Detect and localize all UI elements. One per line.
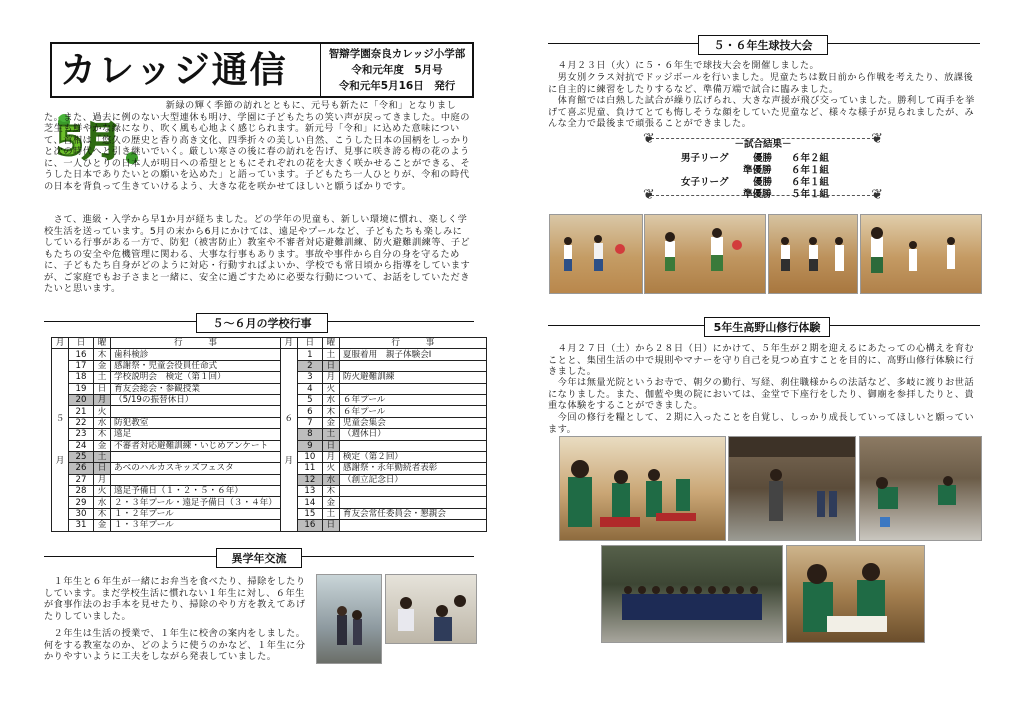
schedule-heading: ５～６月の学校行事 (196, 313, 328, 333)
schedule-row (52, 486, 487, 497)
ornament-icon: ❦ (871, 131, 883, 147)
may-event-cell: １・３年プール (111, 520, 281, 531)
photo-koyasan-group (601, 545, 783, 643)
june-day-cell: 1 (297, 349, 322, 360)
june-weekday-cell: 金 (322, 497, 339, 508)
sports-paragraph-1: ４月２３日（火）に５・６年生で球技大会を開催しました。 (548, 60, 820, 71)
may-day-cell: 20 (69, 394, 94, 405)
june-day-cell: 2 (297, 360, 322, 371)
may-day-cell: 22 (69, 417, 94, 428)
sports-paragraph-3: 体育館では白熱した試合が繰り広げられ、大きな声援が飛び交っていました。勝利して両手を挙げて喜ぶ児童、負けてとても悔しそうな顔をしていた児童など、様々な様子が見られましたが、みんな全力で最後まで頑張ることができました。 (548, 95, 975, 129)
schedule-row (52, 417, 487, 428)
june-day-cell: 4 (297, 383, 322, 394)
masthead-divider (320, 44, 321, 96)
may-event-cell: 遠足予備日（１・２・５・６年） (111, 486, 281, 497)
schedule-row (52, 406, 487, 417)
june-event-cell (339, 520, 486, 531)
schedule-table-wrap (51, 337, 487, 532)
june-event-cell: ６年プール (339, 394, 486, 405)
may-event-cell (111, 406, 281, 417)
schedule-row (52, 508, 487, 519)
col-event: 行 事 (339, 338, 486, 349)
june-event-cell: 育友会常任委員会・懇親会 (339, 508, 486, 519)
may-weekday-cell: 月 (94, 474, 111, 485)
may-event-cell: （5/19の振替休日） (111, 394, 281, 405)
may-event-cell (111, 451, 281, 462)
may-month-label: ５ 月 (52, 349, 69, 531)
results-box (643, 132, 883, 202)
june-event-cell: 防火避難訓練 (339, 372, 486, 383)
may-day-cell: 26 (69, 463, 94, 474)
schedule-row (52, 372, 487, 383)
may-event-cell: 不審者対応避難訓練・いじめアンケート (111, 440, 281, 451)
schedule-row (52, 429, 487, 440)
schedule-row (52, 349, 487, 360)
may-day-cell: 23 (69, 429, 94, 440)
col-weekday: 曜 (322, 338, 339, 349)
may-weekday-cell: 木 (94, 429, 111, 440)
girls-winner-label: 優勝 (753, 177, 773, 188)
may-day-cell: 16 (69, 349, 94, 360)
june-event-cell: 児童会集会 (339, 417, 486, 428)
photo-koyasan-meal (559, 436, 726, 541)
june-event-cell: ６年プール (339, 406, 486, 417)
may-weekday-cell: 土 (94, 451, 111, 462)
schedule-row (52, 474, 487, 485)
exchange-paragraph-2: ２年生は生活の授業で、１年生に校舎の案内をしました。何をする教室なのか、どのように使うのかなど、１年生に分かりやすいように工夫をしながら発表していました。 (44, 628, 306, 662)
col-day: 日 (69, 338, 94, 349)
newsletter-title: カレッジ通信 (60, 49, 288, 91)
may-event-cell: 歯科検診 (111, 349, 281, 360)
schedule-row (52, 383, 487, 394)
june-weekday-cell: 木 (322, 486, 339, 497)
june-weekday-cell: 金 (322, 417, 339, 428)
photo-exchange-hallway (316, 574, 382, 664)
results-title: －試合結果－ (734, 139, 792, 150)
photo-koyasan-cleaning (859, 436, 982, 541)
may-weekday-cell: 月 (94, 394, 111, 405)
schedule-row (52, 497, 487, 508)
boys-winner: ６年２組 (791, 153, 830, 164)
may-day-cell: 24 (69, 440, 94, 451)
may-event-cell: 遠足 (111, 429, 281, 440)
photo-dodgeball-1 (549, 214, 643, 294)
may-weekday-cell: 水 (94, 417, 111, 428)
girls-league-label: 女子リーグ (681, 177, 729, 188)
sports-heading: ５・６年生球技大会 (698, 35, 828, 55)
june-event-cell (339, 440, 486, 451)
schedule-row (52, 360, 487, 371)
may-weekday-cell: 金 (94, 440, 111, 451)
may-event-cell (111, 474, 281, 485)
ornament-icon: ❦ (871, 187, 883, 203)
june-weekday-cell: 日 (322, 440, 339, 451)
exchange-heading: 異学年交流 (216, 548, 302, 568)
koyasan-paragraph-2: 今年は無量光院というお寺で、朝夕の勤行、写経、刹住職様からの法話など、多岐に渡りお世話になりました。また、伽藍や奥の院においては、金堂で下座行をしたり、御廟を参拝したりと、貴重な体験をすることができました。 (548, 377, 975, 411)
school-name: 智辯学園奈良カレッジ小学部 (328, 48, 466, 60)
june-event-cell (339, 383, 486, 394)
ornament-icon: ❦ (643, 131, 655, 147)
koyasan-paragraph-1: ４月２７日（土）から２８日（日）にかけて、５年生が２期を迎えるにあたっての心構えを育むことと、集団生活の中で規則やマナーを守り自己を見つめ直すことを目的に、高野山修行体験に行きました。 (548, 343, 975, 377)
may-day-cell: 25 (69, 451, 94, 462)
june-day-cell: 7 (297, 417, 322, 428)
june-event-cell: 感謝祭・永年勤続者表彰 (339, 463, 486, 474)
june-weekday-cell: 日 (322, 360, 339, 371)
june-day-cell: 5 (297, 394, 322, 405)
june-event-cell: （創立記念日） (339, 474, 486, 485)
col-month: 月 (52, 338, 69, 349)
june-day-cell: 15 (297, 508, 322, 519)
may-weekday-cell: 日 (94, 463, 111, 474)
may-weekday-cell: 金 (94, 520, 111, 531)
june-day-cell: 14 (297, 497, 322, 508)
schedule-row (52, 451, 487, 462)
may-day-cell: 30 (69, 508, 94, 519)
photo-koyasan-sutra-copying (786, 545, 925, 643)
schedule-row (52, 394, 487, 405)
may-day-cell: 21 (69, 406, 94, 417)
june-weekday-cell: 土 (322, 349, 339, 360)
june-weekday-cell: 月 (322, 372, 339, 383)
schedule-row (52, 463, 487, 474)
june-day-cell: 3 (297, 372, 322, 383)
may-event-cell: １・２年プール (111, 508, 281, 519)
may-weekday-cell: 火 (94, 486, 111, 497)
may-weekday-cell: 木 (94, 349, 111, 360)
june-weekday-cell: 水 (322, 474, 339, 485)
may-day-cell: 27 (69, 474, 94, 485)
ornament-icon: ❦ (643, 187, 655, 203)
masthead (50, 42, 474, 98)
photo-koyasan-temple-walk (728, 436, 856, 541)
june-day-cell: 9 (297, 440, 322, 451)
col-weekday: 曜 (94, 338, 111, 349)
may-weekday-cell: 水 (94, 497, 111, 508)
june-month-label: ６ 月 (280, 349, 297, 531)
may-weekday-cell: 土 (94, 372, 111, 383)
intro-paragraph-2: さて、進級・入学から早1か月が経ちました。どの学年の児童も、新しい環境に慣れ、楽しく学校生活を送っています。5月の末から6月にかけては、遠足やプールなど、子どもたちも楽しみにしている行事がある一方で、防犯（被害防止）教室や不審者対応避難訓練、防火避難訓練等、子どもたちの安全や危機管理に関わる、大事な行事もあります。事故や事件から自分の身を守るために、子どもたち自身がどのように対応・行動すればよいか、学校でも常日頃から指導をしていますが、ご家庭でもお子さまと一緒に、安全に過ごすために必要な行動について、お話をしていただきたいと思います。 (44, 214, 471, 294)
may-event-cell: ２・３年プール・遠足予備日（３・４年） (111, 497, 281, 508)
intro-paragraph-1: 新緑の輝く季節の訪れとともに、元号も新たに「令和」となりました。また、過去に例のない大型連休も明け、学園に子どもたちの笑い声が戻ってきました。中庭の芝生も鮮やかな緑になり、吹く風も心地よく感じられます。新元号「令和」に込めた意味について、首相は「悠久の歴史と香り高き文化、四季折々の美しい自然、こうした日本の国柄をしっかりと次の時代へと引き継いでいく。厳しい寒さの後に春の訪れを告げ、見事に咲き誇る梅の花のように、一人ひとりの日本人が明日への希望とともにそれぞれの花を大きく咲かせることができる、そうした日本でありたいとの願いを込めた」と語っています。子どもたち一人ひとりが、令和の時代の日本を背負って生きていけるよう、大きな花を咲かせてほしいと願うばかりです。 (44, 100, 471, 192)
issue-number: 令和元年度 5月号 (351, 64, 443, 76)
boys-runnerup-label: 準優勝 (743, 165, 772, 176)
girls-winner: ６年１組 (791, 177, 830, 188)
may-day-cell: 17 (69, 360, 94, 371)
may-day-cell: 28 (69, 486, 94, 497)
june-weekday-cell: 火 (322, 383, 339, 394)
col-event: 行 事 (111, 338, 281, 349)
schedule-header-row (52, 338, 487, 349)
photo-dodgeball-3 (768, 214, 858, 294)
june-day-cell: 11 (297, 463, 322, 474)
col-month: 月 (280, 338, 297, 349)
schedule-table (51, 337, 487, 532)
girls-runnerup-label: 準優勝 (743, 189, 772, 200)
june-weekday-cell: 水 (322, 394, 339, 405)
may-event-cell: 感謝祭・児童会役員任命式 (111, 360, 281, 371)
koyasan-heading: 5年生高野山修行体験 (704, 317, 830, 337)
june-event-cell (339, 497, 486, 508)
exchange-paragraph-1: １年生と６年生が一緒にお弁当を食べたり、掃除をしたりしています。まだ学校生活に慣れない１年生に対し、６年生が食事作法のお手本を見せたり、掃除のやり方を教えてあげたりしていました。 (44, 576, 306, 622)
masthead-info (324, 46, 470, 94)
photo-exchange-classroom (385, 574, 477, 644)
june-event-cell (339, 486, 486, 497)
june-event-cell: （週休日） (339, 429, 486, 440)
may-event-cell: 育友会総会・参観授業 (111, 383, 281, 394)
boys-runnerup: ６年１組 (791, 165, 830, 176)
may-event-cell: 学校説明会 検定（第１回） (111, 372, 281, 383)
may-weekday-cell: 木 (94, 508, 111, 519)
june-weekday-cell: 土 (322, 429, 339, 440)
may-event-cell: 防犯教室 (111, 417, 281, 428)
june-event-cell (339, 360, 486, 371)
may-weekday-cell: 金 (94, 360, 111, 371)
june-weekday-cell: 日 (322, 520, 339, 531)
schedule-row (52, 440, 487, 451)
june-weekday-cell: 火 (322, 463, 339, 474)
june-weekday-cell: 木 (322, 406, 339, 417)
june-event-cell: 夏服着用 親子体験会Ⅰ (339, 349, 486, 360)
june-event-cell: 検定（第２回） (339, 451, 486, 462)
girls-runnerup: ５年１組 (791, 189, 830, 200)
june-day-cell: 12 (297, 474, 322, 485)
photo-dodgeball-4 (860, 214, 982, 294)
may-day-cell: 18 (69, 372, 94, 383)
may-weekday-cell: 日 (94, 383, 111, 394)
boys-winner-label: 優勝 (753, 153, 773, 164)
june-day-cell: 13 (297, 486, 322, 497)
col-day: 日 (297, 338, 322, 349)
photo-dodgeball-2 (644, 214, 766, 294)
may-day-cell: 31 (69, 520, 94, 531)
may-day-cell: 29 (69, 497, 94, 508)
june-day-cell: 6 (297, 406, 322, 417)
june-weekday-cell: 月 (322, 451, 339, 462)
sports-paragraph-2: 男女別クラス対抗でドッジボールを行いました。児童たちは数日前から作戦を考えたり、放課後に自主的に練習をしたりするなど、準備万端で試合に臨みました。 (548, 72, 974, 95)
month-badge-text: 5月 (56, 119, 120, 165)
boys-league-label: 男子リーグ (681, 153, 729, 164)
may-weekday-cell: 火 (94, 406, 111, 417)
june-weekday-cell: 土 (322, 508, 339, 519)
koyasan-paragraph-3: 今回の修行を糧として、２期に入ったことを自覚し、しっかり成長していってほしいと願っています。 (548, 412, 975, 435)
june-day-cell: 10 (297, 451, 322, 462)
june-day-cell: 8 (297, 429, 322, 440)
schedule-row (52, 520, 487, 531)
issue-date: 令和元年5月16日 発行 (338, 80, 456, 92)
may-day-cell: 19 (69, 383, 94, 394)
may-event-cell: あべのハルカスキッズフェスタ (111, 463, 281, 474)
june-day-cell: 16 (297, 520, 322, 531)
